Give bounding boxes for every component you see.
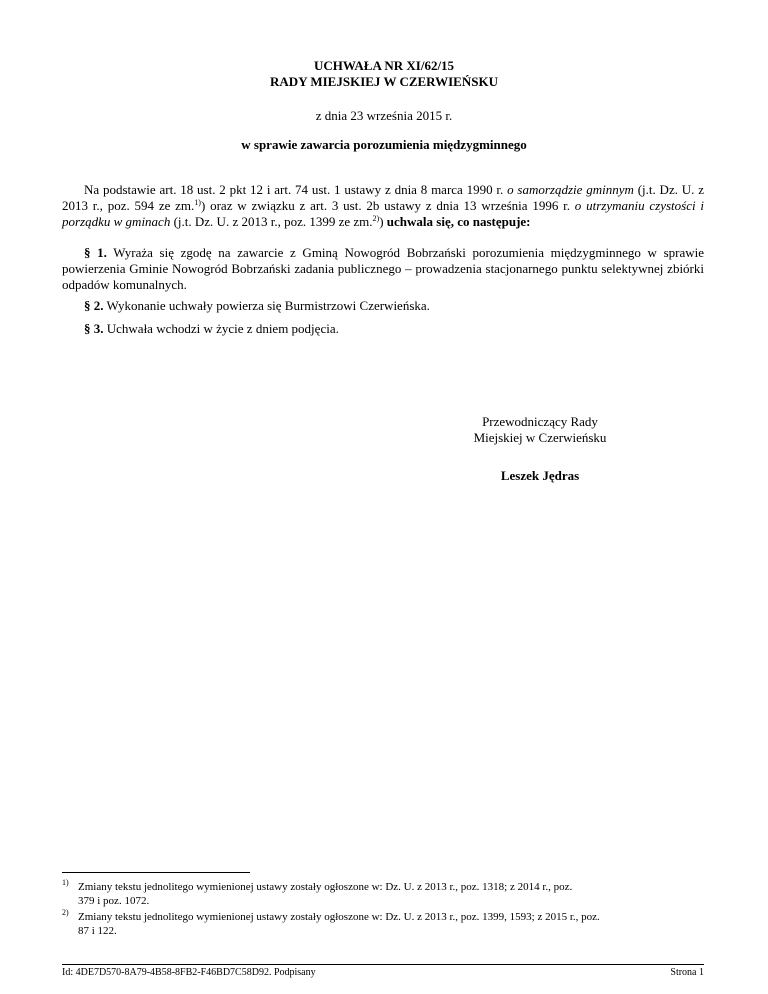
signatory-role-line-2: Miejskiej w Czerwieńsku	[473, 430, 607, 445]
preamble-text-1: Na podstawie art. 18 ust. 2 pkt 12 i art. 74 ust. 1 ustawy z dnia 8 marca 1990 r.	[84, 182, 508, 197]
preamble-text-5: )	[379, 214, 387, 229]
preamble-text-2: (j.t. Dz. U. z 2013 r., poz. 594 ze zm.	[62, 182, 704, 213]
footer-separator	[62, 964, 704, 965]
paragraph-number: § 1.	[84, 245, 107, 260]
footnote-separator	[62, 872, 250, 873]
paragraph-text: Uchwała wchodzi w życie z dniem podjęcia.	[103, 321, 339, 336]
title-line-2: RADY MIEJSKIEJ W CZERWIEŃSKU	[270, 74, 498, 89]
signatory-name: Leszek Jędras	[500, 468, 580, 483]
footer-page-number: Strona 1	[670, 967, 704, 978]
document-date: z dnia 23 września 2015 r.	[315, 108, 453, 123]
footnote-text-line-1: Zmiany tekstu jednolitego wymienionej ustawy zostały ogłoszone w: Dz. U. z 2013 r., poz. 1399, 1593; z 2015 r., poz.	[78, 911, 600, 923]
signature-block	[440, 414, 640, 484]
footer-document-id: Id: 4DE7D570-8A79-4B58-8FB2-F46BD7C58D92. Podpisany	[62, 967, 316, 978]
signatory-role-line-1: Przewodniczący Rady	[482, 414, 598, 429]
footnote-text-line-1: Zmiany tekstu jednolitego wymienionej ustawy zostały ogłoszone w: Dz. U. z 2013 r., poz. 1318; z 2014 r., poz.	[78, 881, 573, 893]
resolution-phrase: uchwala się, co następuje:	[386, 214, 531, 229]
footnote-ref-2: 2)	[372, 214, 380, 223]
paragraph-text: Wykonanie uchwały powierza się Burmistrzowi Czerwieńska.	[103, 298, 430, 313]
footnote-text-line-2: 87 i 122.	[78, 925, 117, 937]
preamble-text-4: (j.t. Dz. U. z 2013 r., poz. 1399 ze zm.	[170, 214, 373, 229]
paragraph-3	[62, 321, 704, 337]
paragraph-1	[62, 245, 704, 293]
preamble-text-3: ) oraz w związku z art. 3 ust. 2b ustawy z dnia 13 września 1996 r.	[200, 198, 575, 213]
paragraph-number: § 3.	[84, 321, 104, 336]
preamble	[62, 182, 704, 230]
paragraph-text: Wyraża się zgodę na zawarcie z Gminą Nowogród Bobrzański porozumienia międzygminnego w sprawie powierzenia Gminie Nowogród Bobrzański zadania publicznego – prowadzenia stacjonarnego punktu selektywnej zbiórki odpadów komunalnych.	[62, 245, 705, 292]
paragraph-2	[62, 298, 704, 314]
footnote-mark: 2)	[62, 908, 69, 917]
document-title	[0, 58, 768, 90]
document-subject: w sprawie zawarcia porozumienia międzygminnego	[241, 137, 527, 152]
footnote-ref-1: 1)	[194, 198, 201, 207]
footnote-2	[62, 910, 704, 938]
title-line-1: UCHWAŁA NR XI/62/15	[313, 58, 455, 73]
footnote-mark: 1)	[62, 878, 69, 887]
footnote-text-line-2: 379 i poz. 1072.	[78, 895, 150, 907]
footnote-1	[62, 880, 704, 908]
paragraph-number: § 2.	[84, 298, 104, 313]
act-name-1: o samorządzie gminnym	[507, 182, 634, 197]
act-name-2: o utrzymaniu czystości i porządku w gminach	[62, 198, 705, 229]
